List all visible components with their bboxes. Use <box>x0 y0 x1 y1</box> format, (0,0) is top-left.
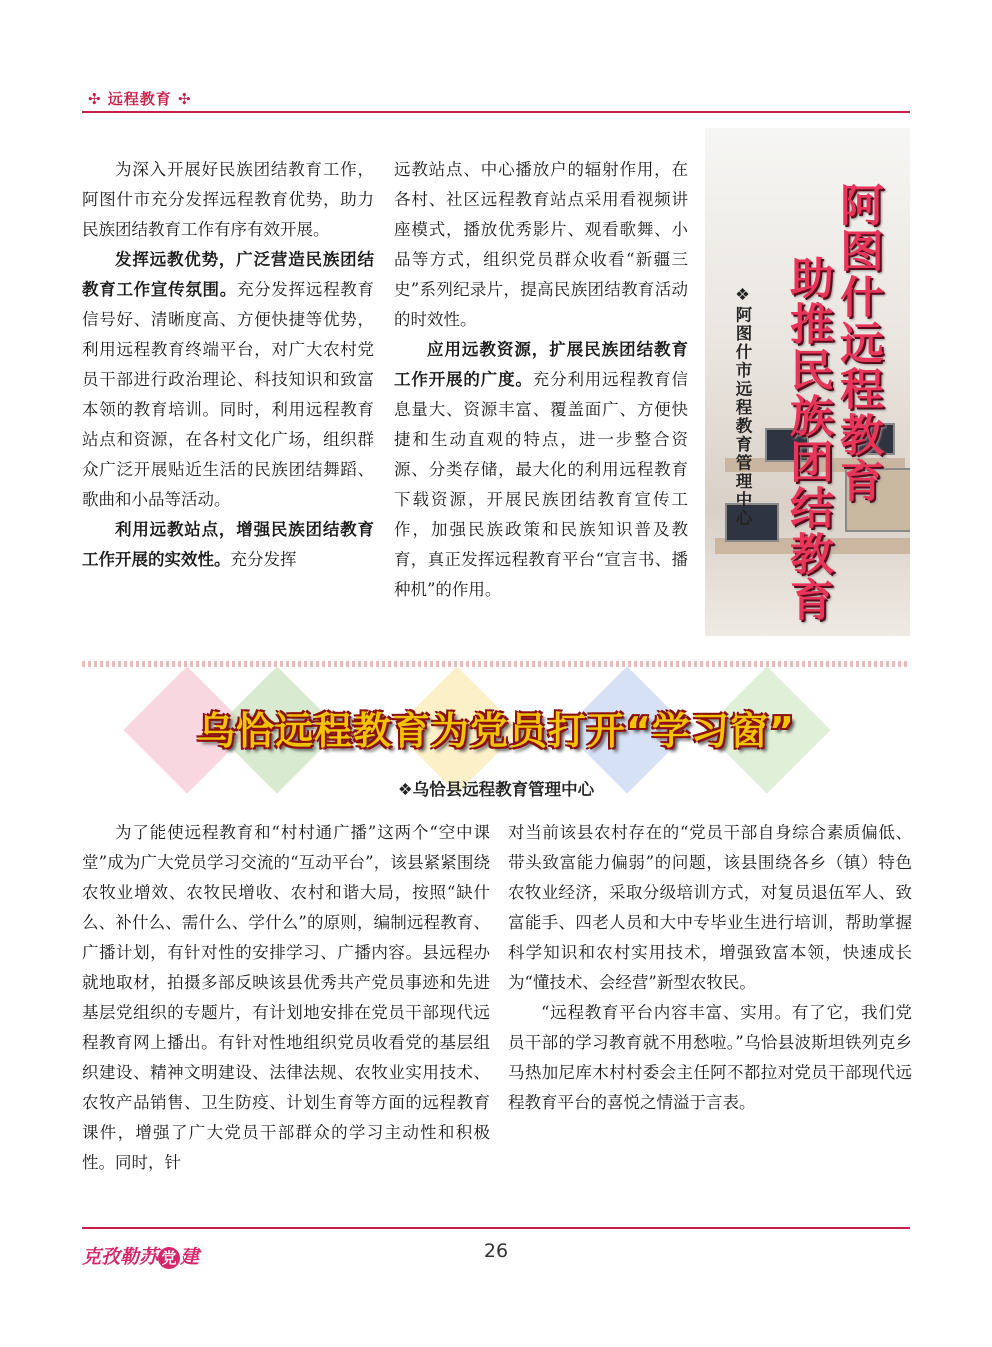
article1-subhead-1: 发挥远教优势，广泛营造民族团结教育工作宣传氛围。 <box>82 250 374 299</box>
article2-paragraph-2: “远程教育平台内容丰富、实用。有了它，我们党员干部的学习教育就不用愁啦。”乌恰县波斯坦铁列克乡马热加尼库木村村委会主任阿不都拉对党员干部现代远程教育平台的喜悦之情溢于言表。 <box>508 1003 912 1112</box>
article1-column-right <box>394 155 688 605</box>
article1-byline: ❖阿图什市远程教育管理中心 <box>733 285 752 528</box>
article1-title-line-1: 阿图什远程教育 <box>832 182 883 504</box>
page-number: 26 <box>483 1240 509 1262</box>
article1-paragraph-1: 为深入开展好民族团结教育工作，阿图什市充分发挥远程教育优势，助力民族团结教育工作有序有效开展。 <box>82 160 374 239</box>
footer-divider <box>82 1227 910 1229</box>
article1-paragraph-3 <box>82 515 374 575</box>
logo-badge-2: 建 <box>180 1246 200 1268</box>
article1-column-left <box>82 155 374 575</box>
article2-column-right <box>508 818 912 1118</box>
article2-title: 乌恰远程教育为党员打开“学习窗” <box>197 709 795 753</box>
article1-paragraph-2 <box>82 245 374 515</box>
logo-badge-1: 党 <box>158 1247 180 1269</box>
article1-paragraph-3-text: 充分发挥 <box>230 550 297 569</box>
article2-banner <box>82 680 910 780</box>
header-divider <box>82 111 910 113</box>
article1-paragraph-3-continued: 远教站点、中心播放户的辐射作用，在各村、社区远程教育站点采用看视频讲座模式，播放优秀影片、观看歌舞、小品等方式，组织党员群众收看“新疆三史”系列纪录片，提高民族团结教育活动的时效性。 <box>394 160 688 329</box>
article-divider <box>82 661 910 667</box>
article2-column-left <box>82 818 490 1178</box>
section-tag: ✣ 远程教育 ✣ <box>88 90 192 108</box>
article1-title-line-2: 助推民族团结教育 <box>782 255 833 623</box>
logo-text: 克孜勒苏 <box>82 1246 159 1268</box>
article2-byline: ❖乌恰县远程教育管理中心 <box>397 780 595 799</box>
article1-subhead-3: 应用远教资源，扩展民族团结教育工作开展的广度。 <box>394 340 688 389</box>
article1-subhead-2: 利用远教站点，增强民族团结教育工作开展的实效性。 <box>82 520 374 569</box>
article2-paragraph-1-continued: 对当前该县农村存在的“党员干部自身综合素质偏低、带头致富能力偏弱”的问题，该县围绕各乡（镇）特色农牧业经济，采取分级培训方式，对复员退伍军人、致富能手、四老人员和大中专毕业生进行培训，帮助掌握科学知识和农村实用技术，增强致富本领，快速成长为“懂技术、会经营”新型农牧民。 <box>508 823 912 992</box>
article1-paragraph-4 <box>394 335 688 605</box>
article2-paragraph-1: 为了能使远程教育和“村村通广播”这两个“空中课堂”成为广大党员学习交流的“互动平台”，该县紧紧围绕农牧业增效、农牧民增收、农村和谐大局，按照“缺什么、补什么、需什么、学什么”的原则，编制远程教育、广播计划，有针对性的安排学习、广播内容。县远程办就地取材，拍摄多部反映该县优秀共产党员事迹和先进基层党组织的专题片，有计划地安排在党员干部现代远程教育网上播出。有针对性地组织党员收看党的基层组织建设、精神文明建设、法律法规、农牧业实用技术、农牧产品销售、卫生防疫、计划生育等方面的远程教育课件，增强了广大党员干部群众的学习主动性和积极性。同时，针 <box>82 823 490 1172</box>
article1-paragraph-4-text: 充分利用远程教育信息量大、资源丰富、覆盖面广、方便快捷和生动直观的特点，进一步整合资源、分类存储，最大化的利用远程教育下载资源，开展民族团结教育宣传工作，加强民族政策和民族知识普及教育，真正发挥远程教育平台“宣言书、播种机”的作用。 <box>394 370 688 599</box>
article1-paragraph-2-text: 充分发挥远程教育信号好、清晰度高、方便快捷等优势，利用远程教育终端平台，对广大农村党员干部进行政治理论、科技知识和致富本领的教育培训。同时，利用远程教育站点和资源，在各村文化广场，组织群众广泛开展贴近生活的民族团结舞蹈、歌曲和小品等活动。 <box>82 280 374 509</box>
